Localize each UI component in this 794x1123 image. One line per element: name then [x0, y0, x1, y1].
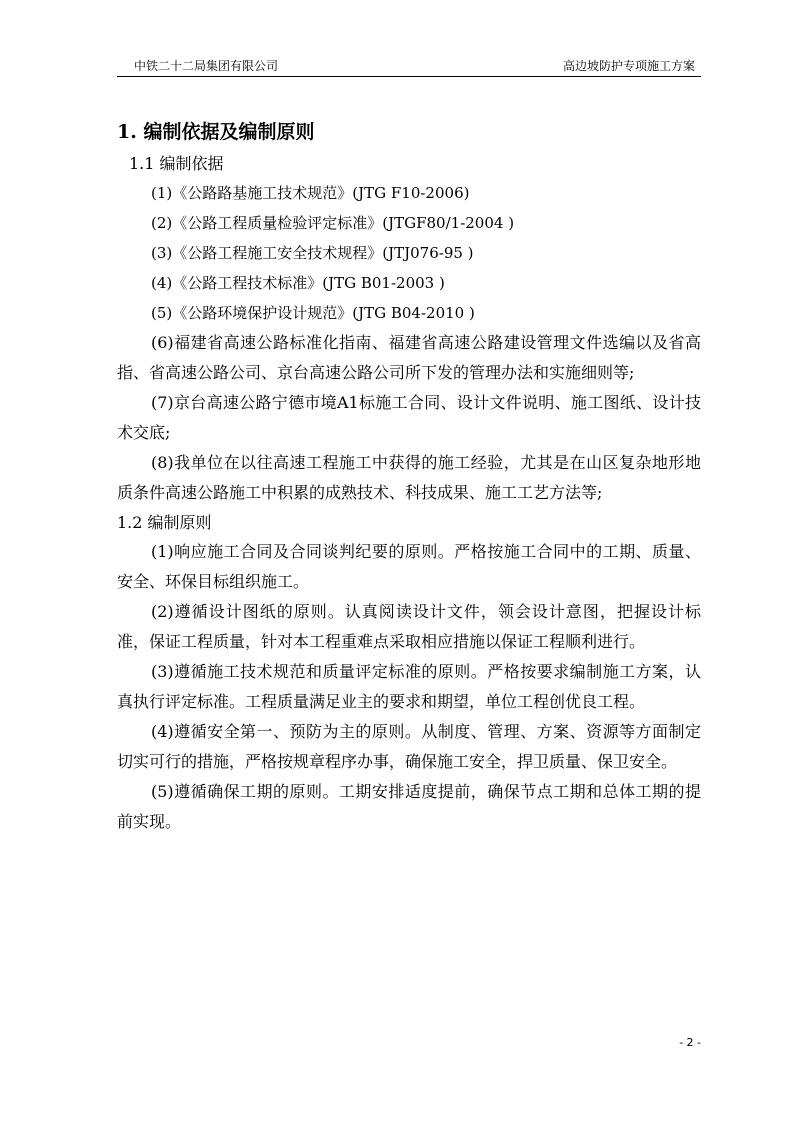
subsection-title-basis: 1.1 编制依据 — [129, 154, 224, 173]
reference-item: (1)《公路路基施工技术规范》(JTG F10-2006) — [151, 184, 470, 202]
principle-paragraph: (2)遵循设计图纸的原则。认真阅读设计文件，领会设计意图，把握设计标准，保证工程质量，针对本工程重难点采取相应措施以保证工程顺利进行。 — [117, 602, 701, 651]
page-content — [117, 115, 701, 837]
section-title: 1. 编制依据及编制原则 — [117, 121, 315, 143]
header-company: 中铁二十二局集团有限公司 — [134, 59, 279, 73]
page-number: - 2 - — [679, 1036, 701, 1049]
reference-item: (2)《公路工程质量检验评定标准》(JTGF80/1-2004 ) — [151, 214, 515, 232]
reference-item: (3)《公路工程施工安全技术规程》(JTJ076-95 ) — [151, 244, 474, 262]
page-header — [117, 56, 701, 77]
principle-paragraph: (1)响应施工合同及合同谈判纪要的原则。严格按施工合同中的工期、质量、安全、环保目标组织施工。 — [117, 542, 701, 591]
subsection-title-principles: 1.2 编制原则 — [117, 513, 212, 532]
basis-paragraph: (6)福建省高速公路标准化指南、福建省高速公路建设管理文件选编以及省高指、省高速公路公司、京台高速公路公司所下发的管理办法和实施细则等; — [117, 333, 701, 382]
principle-paragraph: (5)遵循确保工期的原则。工期安排适度提前，确保节点工期和总体工期的提前实现。 — [117, 782, 701, 831]
principle-paragraph: (4)遵循安全第一、预防为主的原则。从制度、管理、方案、资源等方面制定切实可行的措施，严格按规章程序办事，确保施工安全，捍卫质量、保卫安全。 — [117, 722, 701, 771]
reference-item: (5)《公路环境保护设计规范》(JTG B04-2010 ) — [151, 304, 475, 322]
basis-paragraph: (7)京台高速公路宁德市境A1标施工合同、设计文件说明、施工图纸、设计技术交底; — [117, 393, 701, 442]
principle-paragraph: (3)遵循施工技术规范和质量评定标准的原则。严格按要求编制施工方案，认真执行评定标准。工程质量满足业主的要求和期望，单位工程创优良工程。 — [117, 662, 701, 711]
basis-paragraph: (8)我单位在以往高速工程施工中获得的施工经验，尤其是在山区复杂地形地质条件高速公路施工中积累的成熟技术、科技成果、施工工艺方法等; — [117, 453, 701, 502]
header-doc-title: 高边坡防护专项施工方案 — [562, 59, 695, 73]
reference-item: (4)《公路工程技术标准》(JTG B01-2003 ) — [151, 274, 445, 292]
